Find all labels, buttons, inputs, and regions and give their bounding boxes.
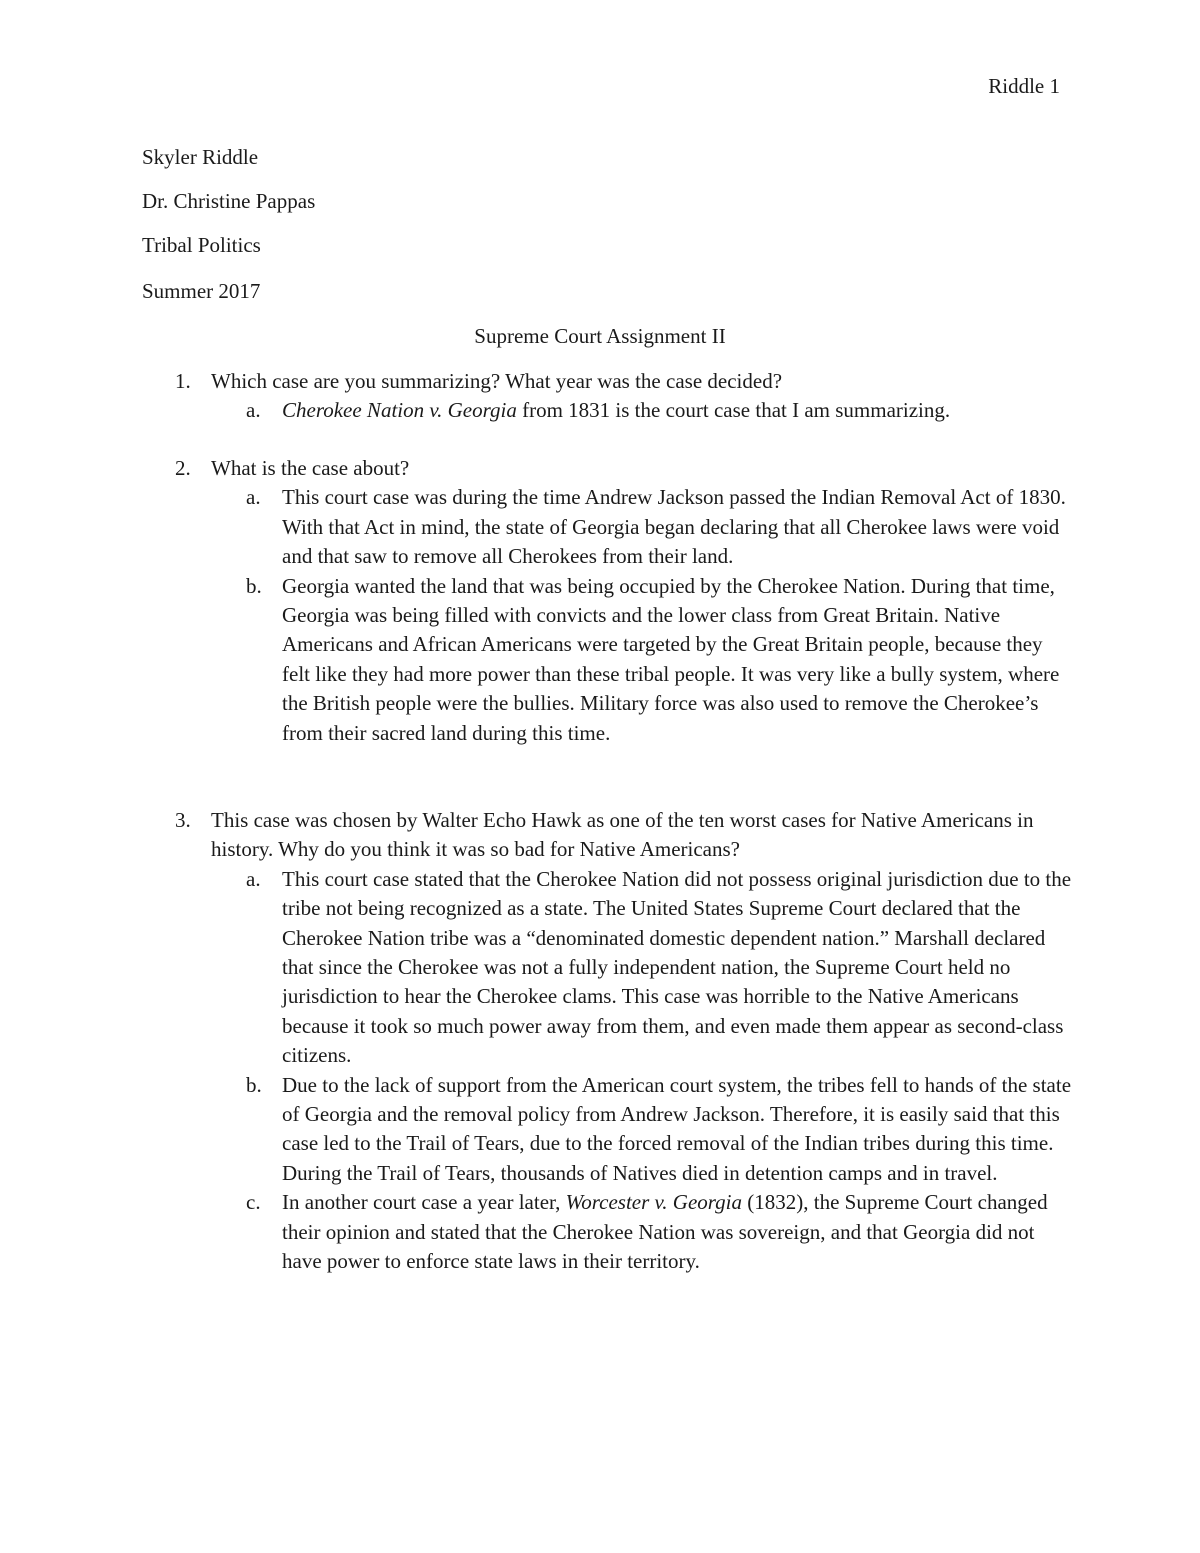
answer-text: This court case stated that the Cherokee Nation did not possess original jurisdiction due to the tribe not being recognized as a state. The United States Supreme Court declared that the Cherokee Nation tribe was a “denominated domestic dependent nation.” Marshall declared that since the Cherokee was not a fully independent nation, the Supreme Court held no jurisdiction to hear the Cherokee clams. This case was horrible to the Native Americans because it took so much power away from them, and even made them appear as second-class citizens. [282, 866, 1072, 1068]
answer-letter: c. [246, 1190, 261, 1215]
question-text: This case was chosen by Walter Echo Hawk as one of the ten worst cases for Native Americans in history. Why do you think it was so bad for Native Americans? [211, 808, 1034, 862]
answer-letter: a. [246, 866, 261, 891]
answer-text-before: In another court case a year later, [282, 1190, 566, 1215]
question-3 [175, 806, 1075, 1277]
answer-2a [246, 483, 1072, 571]
course-name: Tribal Politics [142, 233, 261, 257]
question-number: 1. [175, 369, 191, 393]
case-name: Cherokee Nation v. Georgia [282, 398, 517, 423]
answer-2b [246, 572, 1072, 748]
question-number: 3. [175, 808, 191, 832]
answer-3c [246, 1188, 1072, 1276]
document-title: Supreme Court Assignment II [474, 324, 726, 348]
answer-letter: a. [246, 398, 261, 423]
question-2 [175, 454, 1075, 748]
page-header: Riddle 1 [988, 74, 1060, 98]
question-1 [175, 367, 1075, 426]
answer-letter: b. [246, 573, 262, 598]
answer-3a [246, 865, 1072, 1071]
question-text: Which case are you summarizing? What year was the case decided? [211, 369, 783, 393]
answer-1a [246, 396, 1072, 425]
instructor-name: Dr. Christine Pappas [142, 189, 316, 213]
question-text: What is the case about? [211, 456, 410, 480]
answer-text: Due to the lack of support from the American court system, the tribes fell to hands of the state of Georgia and the removal policy from Andrew Jackson. Therefore, it is easily said that this case led to the Trail of Tears, due to the forced removal of the Indian tribes during this time. During the Trail of Tears, thousands of Natives died in detention camps and in travel. [282, 1072, 1072, 1185]
question-number: 2. [175, 456, 191, 480]
student-name: Skyler Riddle [142, 145, 259, 169]
answer-text: from 1831 is the court case that I am summarizing. [516, 398, 951, 423]
answer-letter: a. [246, 485, 261, 510]
case-name: Worcester v. Georgia [565, 1190, 742, 1215]
answer-3b [246, 1071, 1072, 1189]
answer-text: This court case was during the time Andrew Jackson passed the Indian Removal Act of 1830. With that Act in mind, the state of Georgia began declaring that all Cherokee laws were void and that saw to remove all Cherokees from their land. [282, 485, 1066, 569]
answer-letter: b. [246, 1072, 262, 1097]
answer-text: Georgia wanted the land that was being occupied by the Cherokee Nation. During that time, Georgia was being filled with convicts and the lower class from Great Britain. Native Americans and African Americans were targeted by the Great Britain people, because they felt like they had more power than these tribal people. It was very like a bully system, where the British people were the bullies. Military force was also used to remove the Cherokee’s from their sacred land during this time. [282, 573, 1060, 745]
term: Summer 2017 [142, 279, 261, 303]
answer-text-after: (1832), the Supreme Court changed their opinion and stated that the Cherokee Nation was sovereign, and that Georgia did not have power to enforce state laws in their territory. [282, 1190, 1048, 1274]
